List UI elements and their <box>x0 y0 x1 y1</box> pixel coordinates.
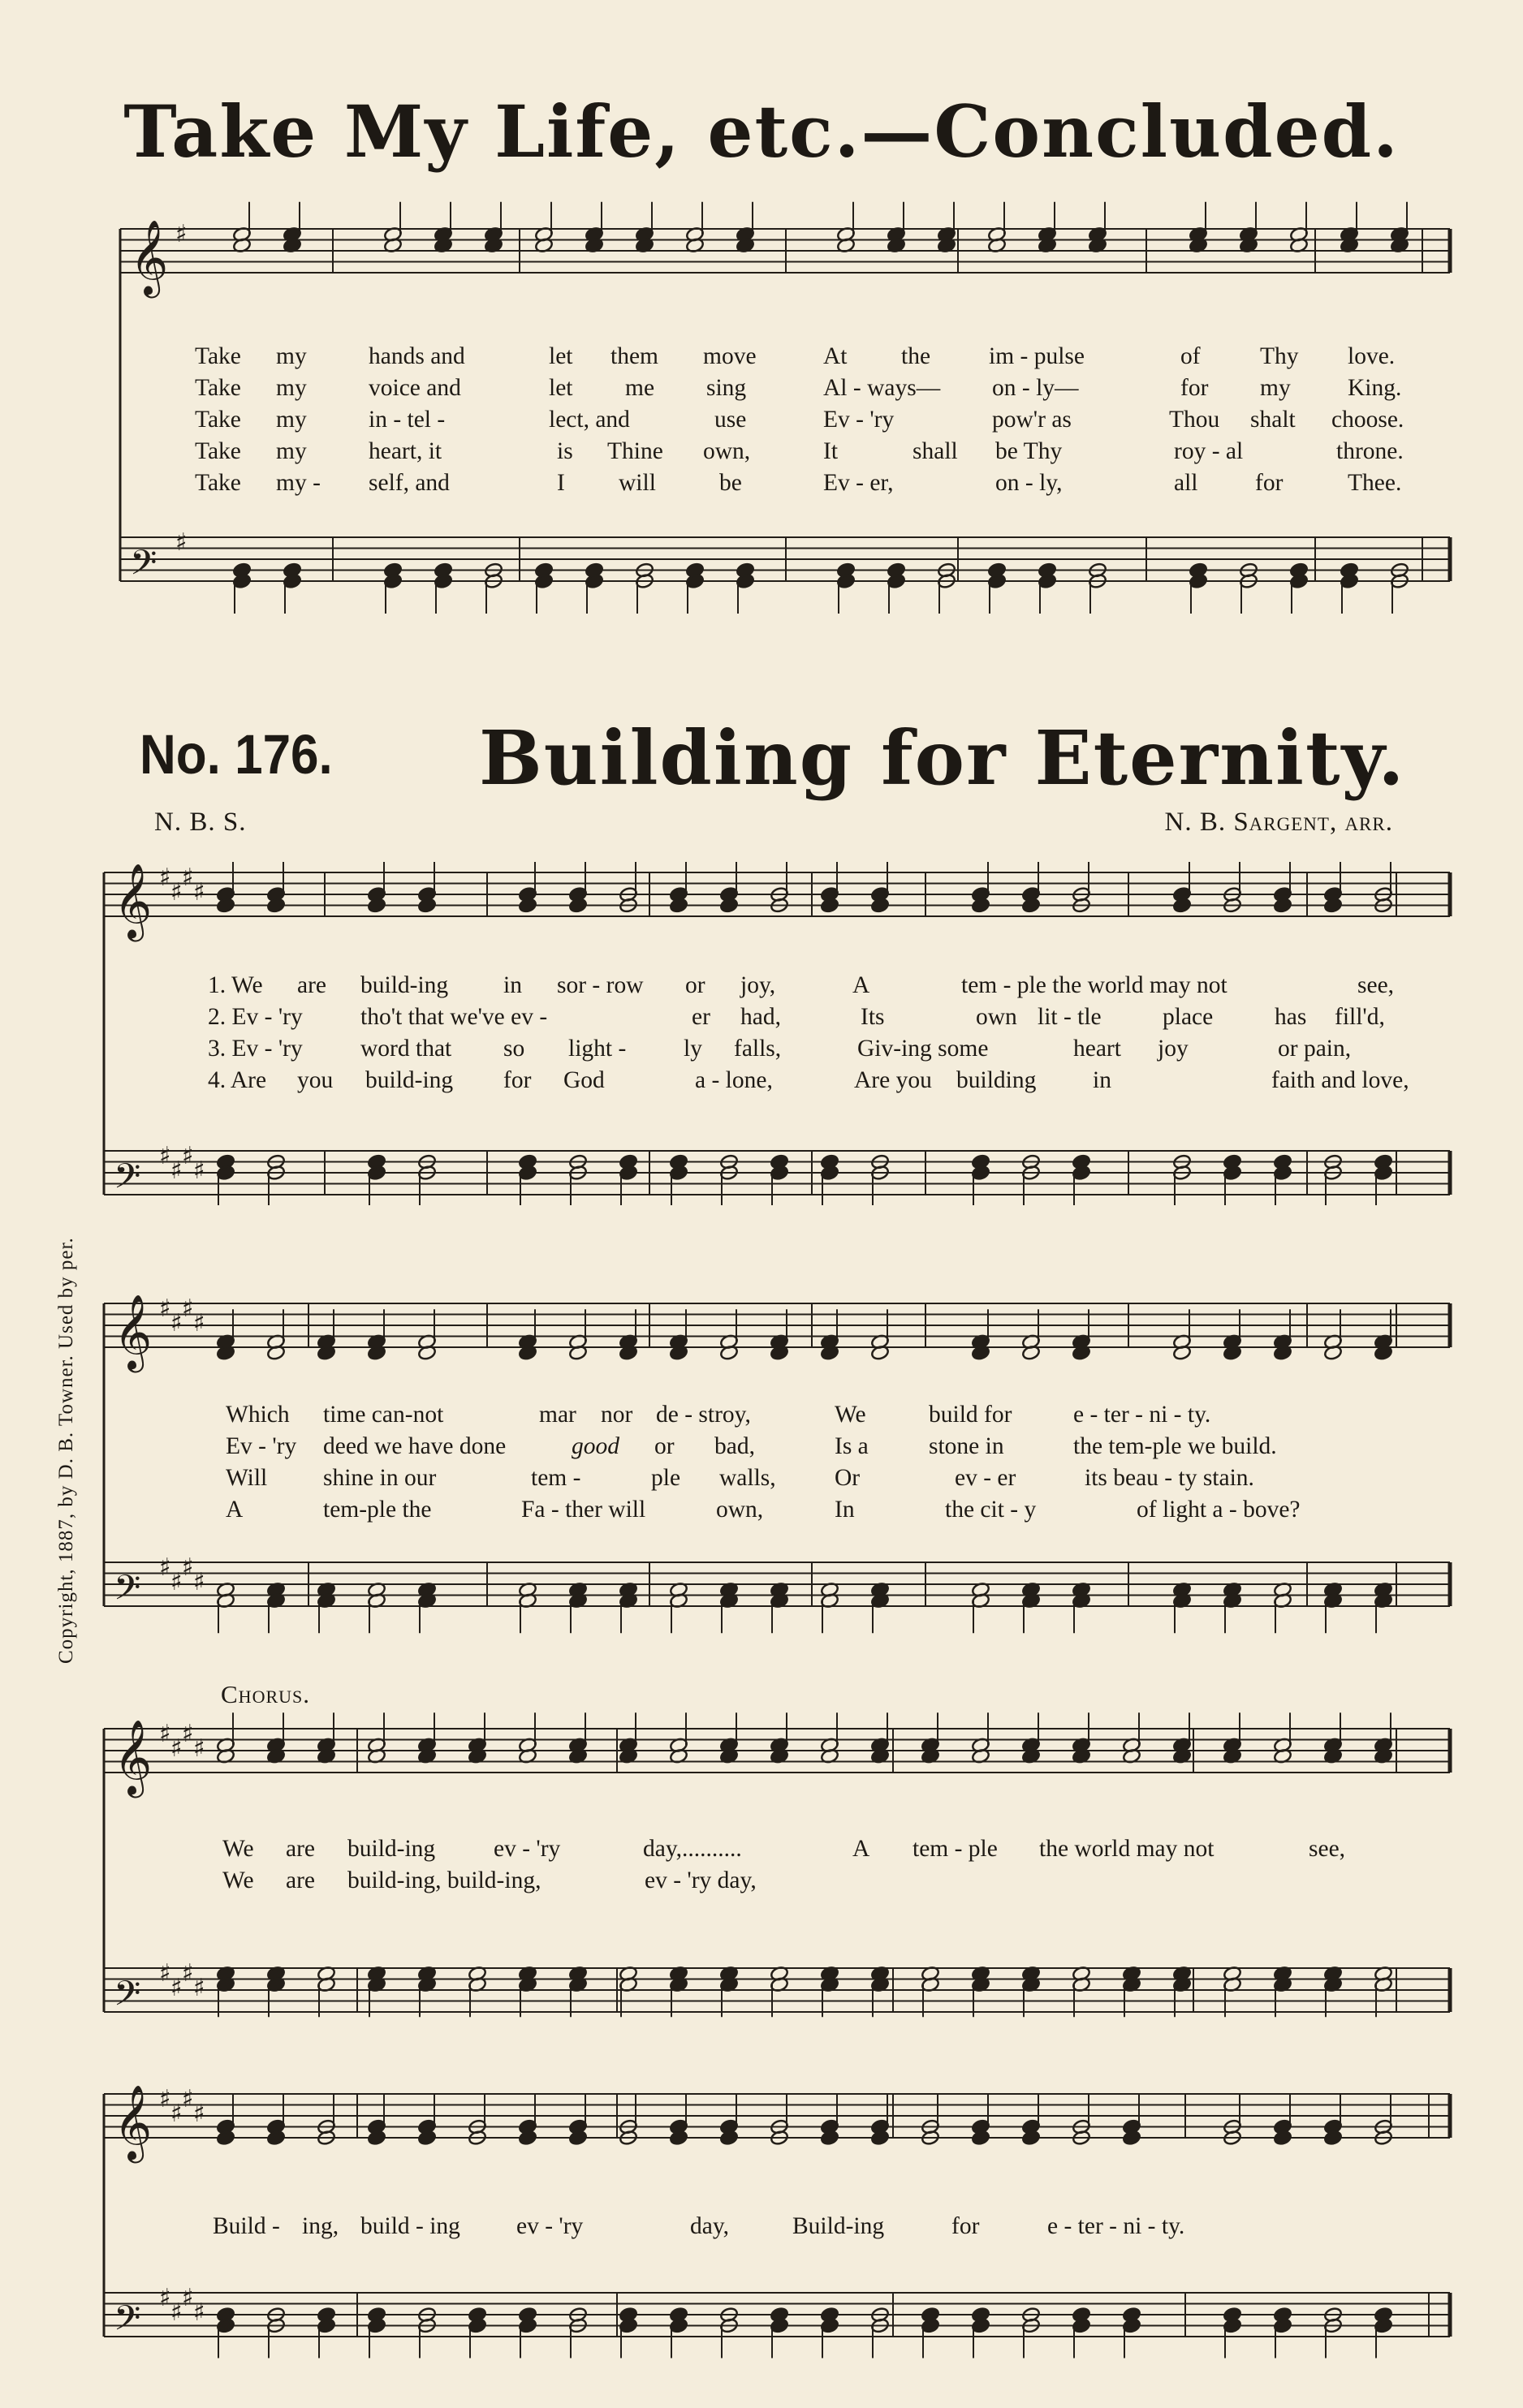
lyric-syllable: Thou <box>1169 407 1220 433</box>
sharp-icon: ♯ <box>159 1959 171 1988</box>
sharp-icon: ♯ <box>182 1959 194 1988</box>
lyric-line <box>0 1433 1523 1466</box>
lyric-syllable: tem - ple the world may not <box>961 972 1227 998</box>
lyric-syllable: walls, <box>719 1465 776 1491</box>
lyric-syllable: tem - ple <box>913 1836 998 1862</box>
sharp-icon: ♯ <box>170 1308 183 1338</box>
lyric-syllable: in <box>1093 1067 1111 1093</box>
sharp-icon: ♯ <box>182 864 194 893</box>
lyric-syllable: my <box>276 438 307 464</box>
lyric-line <box>0 1836 1523 1868</box>
lyric-syllable: 4. Are <box>208 1067 267 1093</box>
lyric-syllable: joy, <box>740 972 776 998</box>
lyric-syllable: is <box>557 438 573 464</box>
lyric-syllable: the world may not <box>1039 1836 1215 1862</box>
sharp-icon: ♯ <box>193 1567 205 1596</box>
sharp-icon: ♯ <box>170 2099 183 2128</box>
lyric-line <box>0 1465 1523 1497</box>
lyric-syllable: We <box>222 1836 254 1862</box>
lyric-syllable: be Thy <box>995 438 1063 464</box>
lyric-syllable: its beau - ty stain. <box>1085 1465 1254 1491</box>
lyric-syllable: my <box>276 407 307 433</box>
lyric-syllable: shalt <box>1250 407 1296 433</box>
sharp-icon: ♯ <box>175 220 188 249</box>
treble-clef-icon: 𝄞 <box>114 863 153 938</box>
treble-clef-icon: 𝄞 <box>114 1719 153 1794</box>
lyric-syllable: time can-not <box>323 1402 444 1428</box>
lyric-syllable: We <box>222 1867 254 1893</box>
lyric-syllable: day, <box>690 2213 730 2239</box>
lyric-line <box>0 1036 1523 1068</box>
lyric-syllable: Thee. <box>1348 470 1402 496</box>
treble-clef-icon: 𝄞 <box>130 219 169 295</box>
lyric-syllable: of <box>1180 343 1201 369</box>
lyric-syllable: or pain, <box>1278 1036 1352 1062</box>
lyric-syllable: faith and love, <box>1271 1067 1409 1093</box>
lyric-syllable: e - ter - ni - ty. <box>1073 1402 1211 1428</box>
lyric-syllable: deed we have done <box>323 1433 507 1459</box>
lyric-syllable: own, <box>703 438 751 464</box>
lyric-syllable: my <box>1260 375 1291 401</box>
lyric-syllable: Will <box>226 1465 268 1491</box>
lyric-syllable: Ev - 'ry <box>226 1433 297 1459</box>
lyric-syllable: A <box>852 972 870 998</box>
lyric-line <box>0 1402 1523 1434</box>
lyric-syllable: ev - er <box>955 1465 1016 1491</box>
lyric-syllable: throne. <box>1336 438 1404 464</box>
lyric-syllable: Al - ways— <box>823 375 941 401</box>
lyric-syllable: or <box>654 1433 675 1459</box>
sharp-icon: ♯ <box>175 528 188 558</box>
sharp-icon: ♯ <box>193 1308 205 1338</box>
sharp-icon: ♯ <box>159 1294 171 1324</box>
sharp-icon: ♯ <box>159 1553 171 1583</box>
lyric-line <box>0 470 1523 502</box>
lyric-syllable: pow'r as <box>992 407 1072 433</box>
lyric-syllable: nor <box>601 1402 633 1428</box>
lyric-syllable: the tem-ple we build. <box>1073 1433 1277 1459</box>
lyric-syllable: Take <box>195 343 241 369</box>
lyric-syllable: heart, it <box>369 438 442 464</box>
sharp-icon: ♯ <box>159 1720 171 1749</box>
lyric-syllable: Ev - er, <box>823 470 894 496</box>
sharp-icon: ♯ <box>193 2099 205 2128</box>
lyric-syllable: Are you <box>854 1067 932 1093</box>
lyric-syllable: roy - al <box>1174 438 1244 464</box>
lyric-syllable: so <box>503 1036 525 1062</box>
lyric-syllable: you <box>297 1067 334 1093</box>
lyric-syllable: Fa - ther will <box>521 1497 646 1523</box>
lyric-line <box>0 1004 1523 1036</box>
lyric-syllable: e - ter - ni - ty. <box>1047 2213 1185 2239</box>
lyric-syllable: for <box>951 2213 980 2239</box>
lyric-syllable: build - ing <box>360 2213 460 2239</box>
lyric-syllable: Take <box>195 438 241 464</box>
bass-clef-icon: 𝄢 <box>114 1568 141 1617</box>
lyric-syllable: tho't that we've ev - <box>360 1004 548 1030</box>
bass-clef-icon: 𝄢 <box>114 1157 141 1205</box>
lyric-syllable: in - tel - <box>369 407 446 433</box>
sharp-icon: ♯ <box>193 1734 205 1763</box>
lyric-syllable: Giv-ing some <box>857 1036 989 1062</box>
lyric-syllable: A <box>852 1836 870 1862</box>
sharp-icon: ♯ <box>170 877 183 907</box>
lyric-syllable: stone in <box>929 1433 1004 1459</box>
sharp-icon: ♯ <box>193 2298 205 2327</box>
lyric-syllable: heart <box>1073 1036 1121 1062</box>
lyric-syllable: Its <box>861 1004 885 1030</box>
lyric-syllable: on - ly— <box>992 375 1079 401</box>
sharp-icon: ♯ <box>182 2284 194 2313</box>
lyric-syllable: build for <box>929 1402 1012 1428</box>
treble-clef-icon: 𝄞 <box>114 1294 153 1369</box>
lyric-syllable: sor - row <box>557 972 644 998</box>
sharp-icon: ♯ <box>170 1156 183 1185</box>
lyric-syllable: 3. Ev - 'ry <box>208 1036 303 1062</box>
lyric-syllable: me <box>625 375 655 401</box>
lyric-syllable: my <box>276 375 307 401</box>
lyric-syllable: are <box>297 972 327 998</box>
lyric-syllable: build-ing, build-ing, <box>347 1867 541 1893</box>
lyric-line <box>0 375 1523 407</box>
sharp-icon: ♯ <box>182 1553 194 1583</box>
lyric-syllable: are <box>286 1867 316 1893</box>
lyric-syllable: self, and <box>369 470 450 496</box>
lyric-syllable: will <box>619 470 656 496</box>
lyric-syllable: my <box>276 343 307 369</box>
lyric-syllable: light - <box>568 1036 627 1062</box>
lyric-syllable: We <box>835 1402 866 1428</box>
lyric-syllable: love. <box>1348 343 1396 369</box>
lyric-syllable: all <box>1174 470 1198 496</box>
lyricist-credit: N. B. S. <box>154 808 247 837</box>
sharp-icon: ♯ <box>193 1156 205 1185</box>
sharp-icon: ♯ <box>159 864 171 893</box>
hymn-number: No. 176. <box>140 724 333 786</box>
sharp-icon: ♯ <box>182 2085 194 2114</box>
lyric-syllable: for <box>1180 375 1209 401</box>
lyric-syllable: let <box>549 375 573 401</box>
lyric-line <box>0 407 1523 439</box>
sharp-icon: ♯ <box>159 1142 171 1171</box>
lyric-syllable: own <box>976 1004 1017 1030</box>
hymn-title: Building for Eternity. <box>479 714 1406 802</box>
bass-clef-icon: 𝄢 <box>114 1974 141 2022</box>
lyric-syllable: er <box>692 1004 710 1030</box>
copyright-note: Copyright, 1887, by D. B. Towner. Used by per. <box>55 1237 77 1664</box>
lyric-syllable: Take <box>195 407 241 433</box>
lyric-syllable: the cit - y <box>945 1497 1037 1523</box>
lyric-syllable: the <box>901 343 931 369</box>
lyric-syllable: has <box>1275 1004 1307 1030</box>
lyric-syllable: had, <box>740 1004 781 1030</box>
lyric-syllable: A <box>226 1497 244 1523</box>
lyric-syllable: im - pulse <box>989 343 1085 369</box>
sharp-icon: ♯ <box>159 2284 171 2313</box>
lyric-syllable: fill'd, <box>1335 1004 1385 1030</box>
lyric-syllable: I <box>557 470 565 496</box>
lyric-syllable: Or <box>835 1465 861 1491</box>
lyric-syllable: At <box>823 343 848 369</box>
lyric-syllable: on - ly, <box>995 470 1063 496</box>
lyric-syllable: build-ing <box>347 1836 436 1862</box>
lyric-syllable: build-ing <box>365 1067 454 1093</box>
page-title-top: Take My Life, etc.—Concluded. <box>123 89 1400 174</box>
lyric-syllable: building <box>956 1067 1037 1093</box>
lyric-syllable: use <box>714 407 747 433</box>
chorus-label: Chorus. <box>221 1680 310 1708</box>
lyric-syllable: joy <box>1158 1036 1189 1062</box>
lyric-syllable: ev - 'ry <box>516 2213 584 2239</box>
lyric-syllable: 1. We <box>208 972 263 998</box>
lyric-syllable: King. <box>1348 375 1402 401</box>
lyric-syllable: de - stroy, <box>656 1402 751 1428</box>
lyric-line <box>0 1867 1523 1900</box>
lyric-syllable: my - <box>276 470 321 496</box>
sharp-icon: ♯ <box>193 877 205 907</box>
lyric-syllable: good <box>572 1433 619 1459</box>
lyric-syllable: lit - tle <box>1038 1004 1102 1030</box>
lyric-line <box>0 2213 1523 2246</box>
lyric-syllable: God <box>563 1067 605 1093</box>
lyric-syllable: for <box>503 1067 532 1093</box>
sharp-icon: ♯ <box>182 1720 194 1749</box>
lyric-syllable: move <box>703 343 757 369</box>
lyric-syllable: bad, <box>714 1433 755 1459</box>
lyric-syllable: for <box>1255 470 1284 496</box>
lyric-syllable: shall <box>913 438 958 464</box>
lyric-syllable: tem-ple the <box>323 1497 432 1523</box>
lyric-syllable: or <box>685 972 705 998</box>
lyric-syllable: Which <box>226 1402 290 1428</box>
lyric-syllable: place <box>1163 1004 1214 1030</box>
lyric-syllable: lect, and <box>549 407 630 433</box>
lyric-line <box>0 1497 1523 1529</box>
lyric-syllable: Take <box>195 375 241 401</box>
lyric-syllable: Thine <box>607 438 663 464</box>
sharp-icon: ♯ <box>170 1567 183 1596</box>
sharp-icon: ♯ <box>170 1973 183 2002</box>
lyric-syllable: be <box>719 470 742 496</box>
lyric-syllable: ple <box>651 1465 681 1491</box>
lyric-syllable: Ev - 'ry <box>823 407 895 433</box>
lyric-syllable: ev - 'ry day, <box>645 1867 757 1893</box>
sharp-icon: ♯ <box>170 1734 183 1763</box>
lyric-line <box>0 1067 1523 1100</box>
lyric-syllable: see, <box>1309 1836 1346 1862</box>
lyric-syllable: mar <box>539 1402 576 1428</box>
lyric-syllable: Is a <box>835 1433 869 1459</box>
lyric-syllable: falls, <box>734 1036 782 1062</box>
sharp-icon: ♯ <box>193 1973 205 2002</box>
lyric-syllable: Build - <box>213 2213 280 2239</box>
sharp-icon: ♯ <box>159 2085 171 2114</box>
lyric-syllable: It <box>823 438 839 464</box>
lyric-syllable: them <box>610 343 658 369</box>
lyric-syllable: build-ing <box>360 972 449 998</box>
lyric-syllable: shine in our <box>323 1465 437 1491</box>
lyric-syllable: tem - <box>531 1465 581 1491</box>
lyric-syllable: 2. Ev - 'ry <box>208 1004 303 1030</box>
lyric-syllable: a - lone, <box>695 1067 773 1093</box>
lyric-syllable: Build-ing <box>792 2213 885 2239</box>
lyric-syllable: day,.......... <box>643 1836 742 1862</box>
bass-clef-icon: 𝄢 <box>130 543 157 592</box>
lyric-syllable: choose. <box>1331 407 1404 433</box>
treble-clef-icon: 𝄞 <box>114 2084 153 2160</box>
lyric-syllable: own, <box>716 1497 764 1523</box>
lyric-syllable: ing, <box>302 2213 339 2239</box>
lyric-syllable: In <box>835 1497 855 1523</box>
sharp-icon: ♯ <box>170 2298 183 2327</box>
sharp-icon: ♯ <box>182 1142 194 1171</box>
composer-credit: N. B. Sargent, arr. <box>1164 808 1393 837</box>
lyric-syllable: hands and <box>369 343 465 369</box>
bass-clef-icon: 𝄢 <box>114 2298 141 2347</box>
lyric-line <box>0 438 1523 471</box>
sharp-icon: ♯ <box>182 1294 194 1324</box>
lyric-syllable: sing <box>706 375 747 401</box>
lyric-syllable: Take <box>195 470 241 496</box>
lyric-line <box>0 343 1523 376</box>
lyric-syllable: of light a - bove? <box>1137 1497 1301 1523</box>
lyric-syllable: are <box>286 1836 316 1862</box>
lyric-syllable: let <box>549 343 573 369</box>
lyric-syllable: see, <box>1357 972 1395 998</box>
lyric-syllable: Thy <box>1260 343 1299 369</box>
lyric-syllable: voice and <box>369 375 461 401</box>
lyric-syllable: in <box>503 972 522 998</box>
lyric-syllable: ev - 'ry <box>494 1836 561 1862</box>
lyric-line <box>0 972 1523 1005</box>
lyric-syllable: ly <box>684 1036 702 1062</box>
lyric-syllable: word that <box>360 1036 452 1062</box>
